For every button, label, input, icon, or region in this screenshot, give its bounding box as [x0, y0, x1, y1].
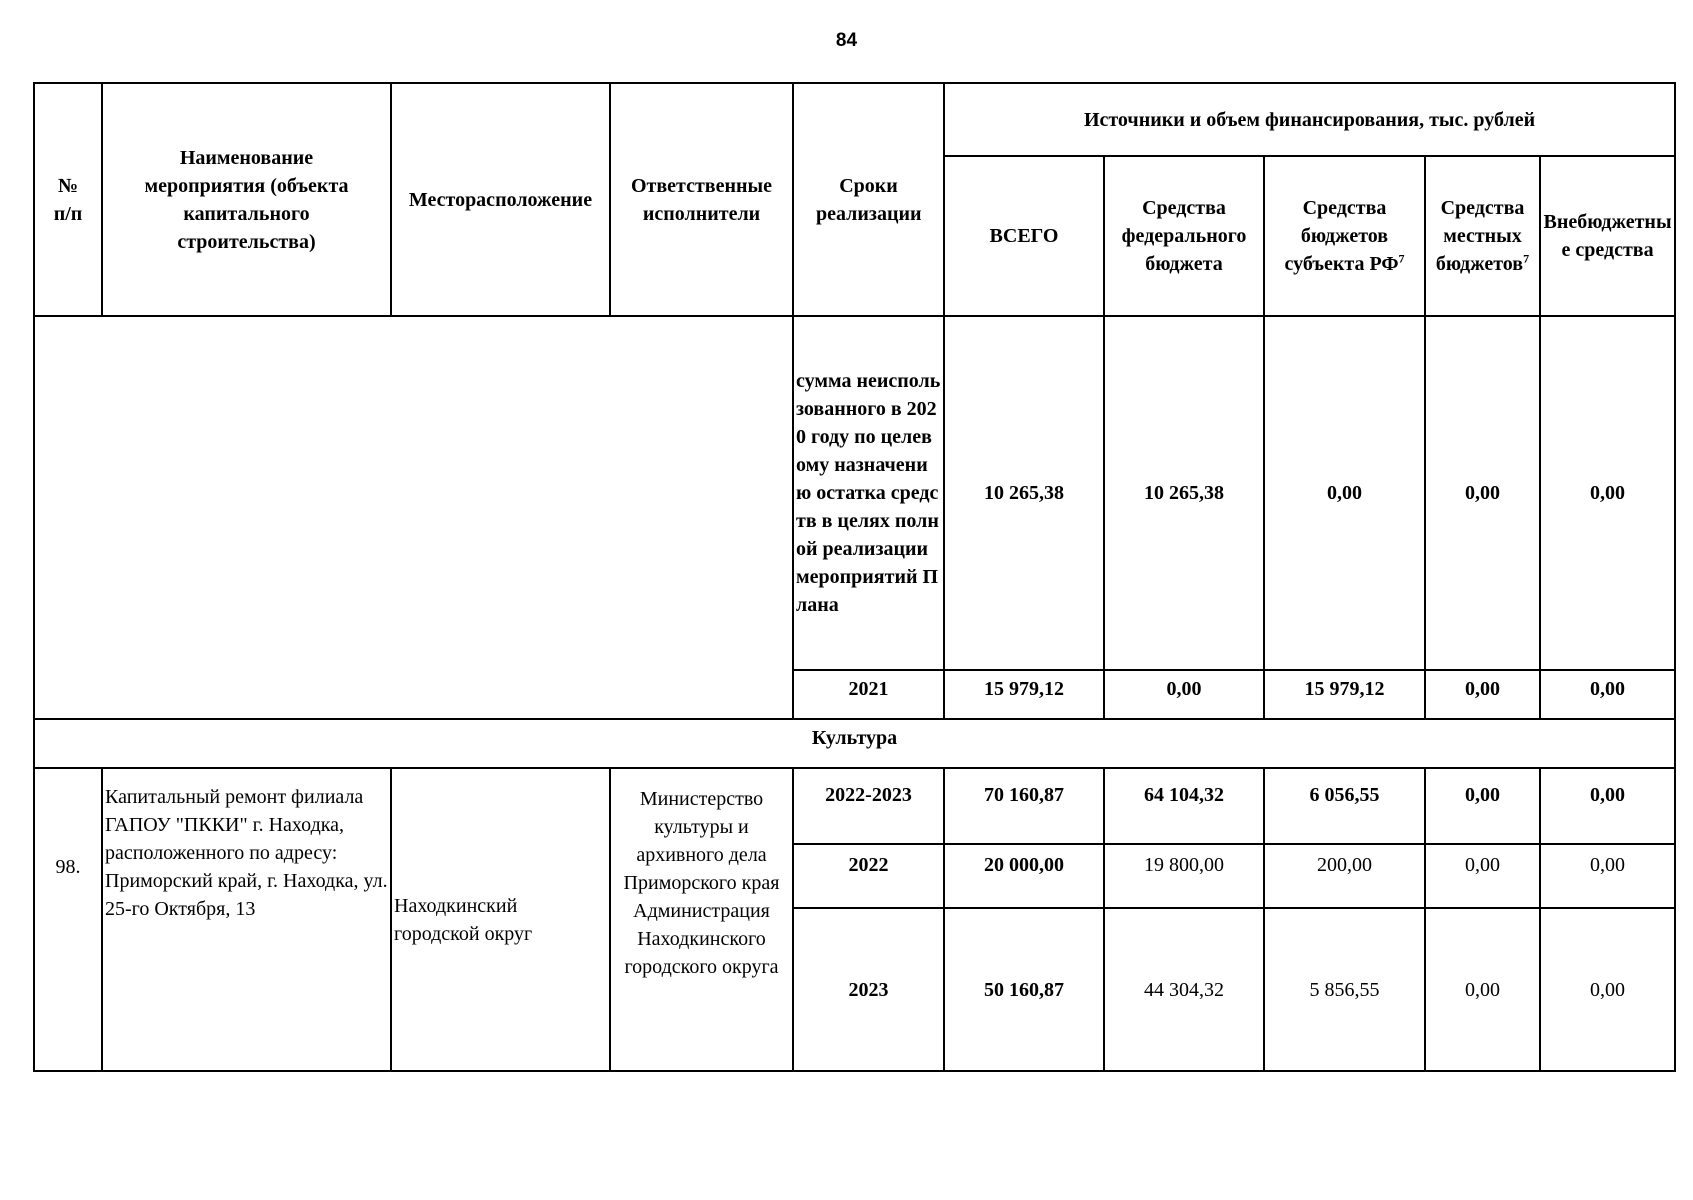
item-subject-3: 5 856,55 [1264, 908, 1425, 1071]
item-term-3: 2023 [793, 908, 944, 1071]
item-extra-1: 0,00 [1540, 768, 1675, 844]
header-subject-label: Средства бюджетов субъекта РФ [1284, 197, 1399, 275]
header-local-footnote: 7 [1523, 251, 1530, 266]
item-local-2: 0,00 [1425, 844, 1540, 908]
page-number: 84 [835, 30, 858, 51]
item-federal-1: 64 104,32 [1104, 768, 1264, 844]
header-location: Месторасположение [391, 83, 610, 316]
header-local-label: Средства местных бюджетов [1435, 197, 1525, 275]
continued-federal-1: 10 265,38 [1104, 316, 1264, 670]
item-extra-2: 0,00 [1540, 844, 1675, 908]
item-local-1: 0,00 [1425, 768, 1540, 844]
item-subject-2: 200,00 [1264, 844, 1425, 908]
item-executors: Министерство культуры и архивного дела Приморского края Администрация Находкинского городского округа [610, 768, 793, 1071]
continued-term-1: сумма неиспользованного в 2020 году по целевому назначению остатка средств в целях полной реализации мероприятий Плана [793, 316, 944, 670]
item-total-2: 20 000,00 [944, 844, 1104, 908]
section-row [34, 719, 1675, 768]
item-name: Капитальный ремонт филиала ГАПОУ "ПККИ" г. Находка, расположенного по адресу: Приморский край, г. Находка, ул. 25-го Октября, 13 [102, 768, 391, 1071]
item-term-2: 2022 [793, 844, 944, 908]
continued-subject-1: 0,00 [1264, 316, 1425, 670]
continued-extra-2: 0,00 [1540, 670, 1675, 719]
item-location: Находкинский городской округ [391, 768, 610, 1071]
header-num: № п/п [34, 83, 102, 316]
continued-local-1: 0,00 [1425, 316, 1540, 670]
item-extra-3: 0,00 [1540, 908, 1675, 1071]
header-name: Наименование мероприятия (объекта капитального строительства) [102, 83, 391, 316]
header-federal: Средства федерального бюджета [1104, 156, 1264, 316]
header-terms: Сроки реализации [793, 83, 944, 316]
item-local-3: 0,00 [1425, 908, 1540, 1071]
header-executors: Ответственные исполнители [610, 83, 793, 316]
continued-term-2: 2021 [793, 670, 944, 719]
header-total: ВСЕГО [944, 156, 1104, 316]
continued-local-2: 0,00 [1425, 670, 1540, 719]
item-total-1: 70 160,87 [944, 768, 1104, 844]
continued-federal-2: 0,00 [1104, 670, 1264, 719]
continued-blank [34, 316, 793, 719]
continued-total-1: 10 265,38 [944, 316, 1104, 670]
item-federal-2: 19 800,00 [1104, 844, 1264, 908]
header-extra: Внебюджетные средства [1540, 156, 1675, 316]
continued-total-2: 15 979,12 [944, 670, 1104, 719]
item-term-1: 2022-2023 [793, 768, 944, 844]
continued-subject-2: 15 979,12 [1264, 670, 1425, 719]
header-financing: Источники и объем финансирования, тыс. рублей [944, 83, 1675, 156]
item-row-1 [34, 768, 1675, 844]
header-subject-footnote: 7 [1398, 251, 1405, 266]
item-subject-1: 6 056,55 [1264, 768, 1425, 844]
item-number: 98. [34, 768, 102, 1071]
section-title: Культура [34, 719, 1675, 768]
header-row-1 [34, 83, 1675, 156]
financing-table [33, 82, 1676, 1072]
continued-row-1 [34, 316, 1675, 670]
header-subject [1264, 156, 1425, 316]
continued-extra-1: 0,00 [1540, 316, 1675, 670]
item-total-3: 50 160,87 [944, 908, 1104, 1071]
header-local [1425, 156, 1540, 316]
item-federal-3: 44 304,32 [1104, 908, 1264, 1071]
